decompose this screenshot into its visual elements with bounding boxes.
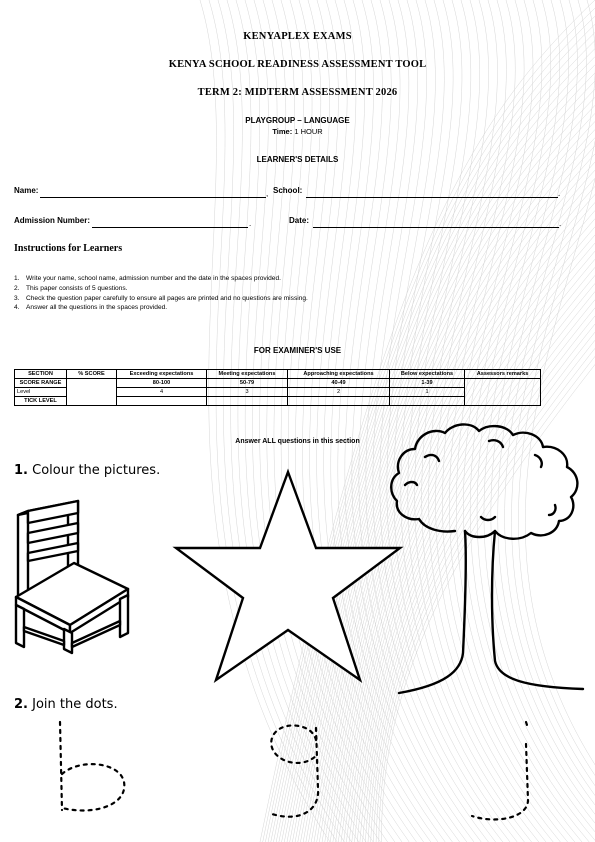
tick-cell[interactable]: [288, 397, 390, 406]
learner-details-heading: LEARNER'S DETAILS: [256, 155, 339, 164]
table-header-cell: % SCORE: [67, 370, 117, 379]
table-header-row: [15, 370, 541, 379]
table-header-cell: Assessors remarks: [465, 370, 541, 379]
table-cell: 40-49: [288, 379, 390, 388]
tree-picture[interactable]: [385, 421, 590, 699]
assessment-tool-title: KENYA SCHOOL READINESS ASSESSMENT TOOL: [168, 59, 427, 70]
assessors-remarks-cell[interactable]: [465, 379, 541, 406]
table-cell: 3: [207, 388, 288, 397]
table-cell: 2: [288, 388, 390, 397]
chair-picture[interactable]: [10, 497, 135, 655]
table-cell: 4: [117, 388, 207, 397]
table-header-cell: Approaching expectations: [288, 370, 390, 379]
tick-cell[interactable]: [390, 397, 465, 406]
dotted-number-9[interactable]: [258, 718, 338, 826]
table-header-cell: Meeting expectations: [207, 370, 288, 379]
table-cell: 1-39: [390, 379, 465, 388]
dotted-letter-j[interactable]: [466, 718, 546, 828]
instruction-item: 1. Write your name, school name, admission number and the date in the spaces provided.: [14, 275, 281, 282]
exam-org-title: KENYAPLEX EXAMS: [243, 31, 352, 42]
date-label: Date:: [289, 216, 310, 225]
time-line: [0, 127, 595, 136]
table-cell: 1: [390, 388, 465, 397]
instructions-list: [14, 274, 308, 313]
tick-cell[interactable]: [207, 397, 288, 406]
instruction-item: 2. This paper consists of 5 questions.: [14, 284, 128, 292]
table-row: [15, 379, 541, 388]
name-label: Name:: [14, 186, 39, 195]
admission-number-field[interactable]: [92, 227, 248, 228]
percent-score-cell[interactable]: [67, 379, 117, 406]
level-label: Level: [15, 388, 67, 397]
subject-title: PLAYGROUP – LANGUAGE: [245, 116, 350, 125]
question-1-title: 1. Colour the pictures.: [14, 463, 161, 478]
school-label: School:: [273, 186, 303, 195]
table-cell: 80-100: [117, 379, 207, 388]
question-2-title: 2. Join the dots.: [14, 697, 118, 712]
table-header-cell: SECTION: [15, 370, 67, 379]
school-field[interactable]: [306, 197, 558, 198]
score-range-label: SCORE RANGE: [15, 379, 67, 388]
admission-number-label: Admission Number:: [14, 216, 91, 225]
table-header-cell: Below expectations: [390, 370, 465, 379]
date-field[interactable]: [313, 227, 559, 228]
name-field[interactable]: [40, 197, 266, 198]
instructions-title: Instructions for Learners: [14, 243, 123, 254]
time-value: 1 HOUR: [294, 127, 323, 136]
term-title: TERM 2: MIDTERM ASSESSMENT 2026: [197, 87, 398, 98]
tick-cell[interactable]: [117, 397, 207, 406]
instruction-item: 3. Check the question paper carefully to ensure all pages are printed and no questions are missing.: [14, 294, 308, 302]
section-instruction: Answer ALL questions in this section: [235, 438, 360, 445]
dotted-letter-b[interactable]: [50, 718, 140, 818]
tick-level-label: TICK LEVEL: [15, 397, 67, 406]
table-header-cell: Exceeding expectations: [117, 370, 207, 379]
star-picture[interactable]: [170, 468, 406, 686]
table-cell: 50-79: [207, 379, 288, 388]
examiner-score-table: [14, 369, 541, 406]
time-label: Time:: [272, 127, 293, 136]
examiner-use-heading: FOR EXAMINER'S USE: [253, 346, 342, 355]
instruction-item: 4. Answer all the questions in the spaces provided.: [14, 304, 168, 312]
